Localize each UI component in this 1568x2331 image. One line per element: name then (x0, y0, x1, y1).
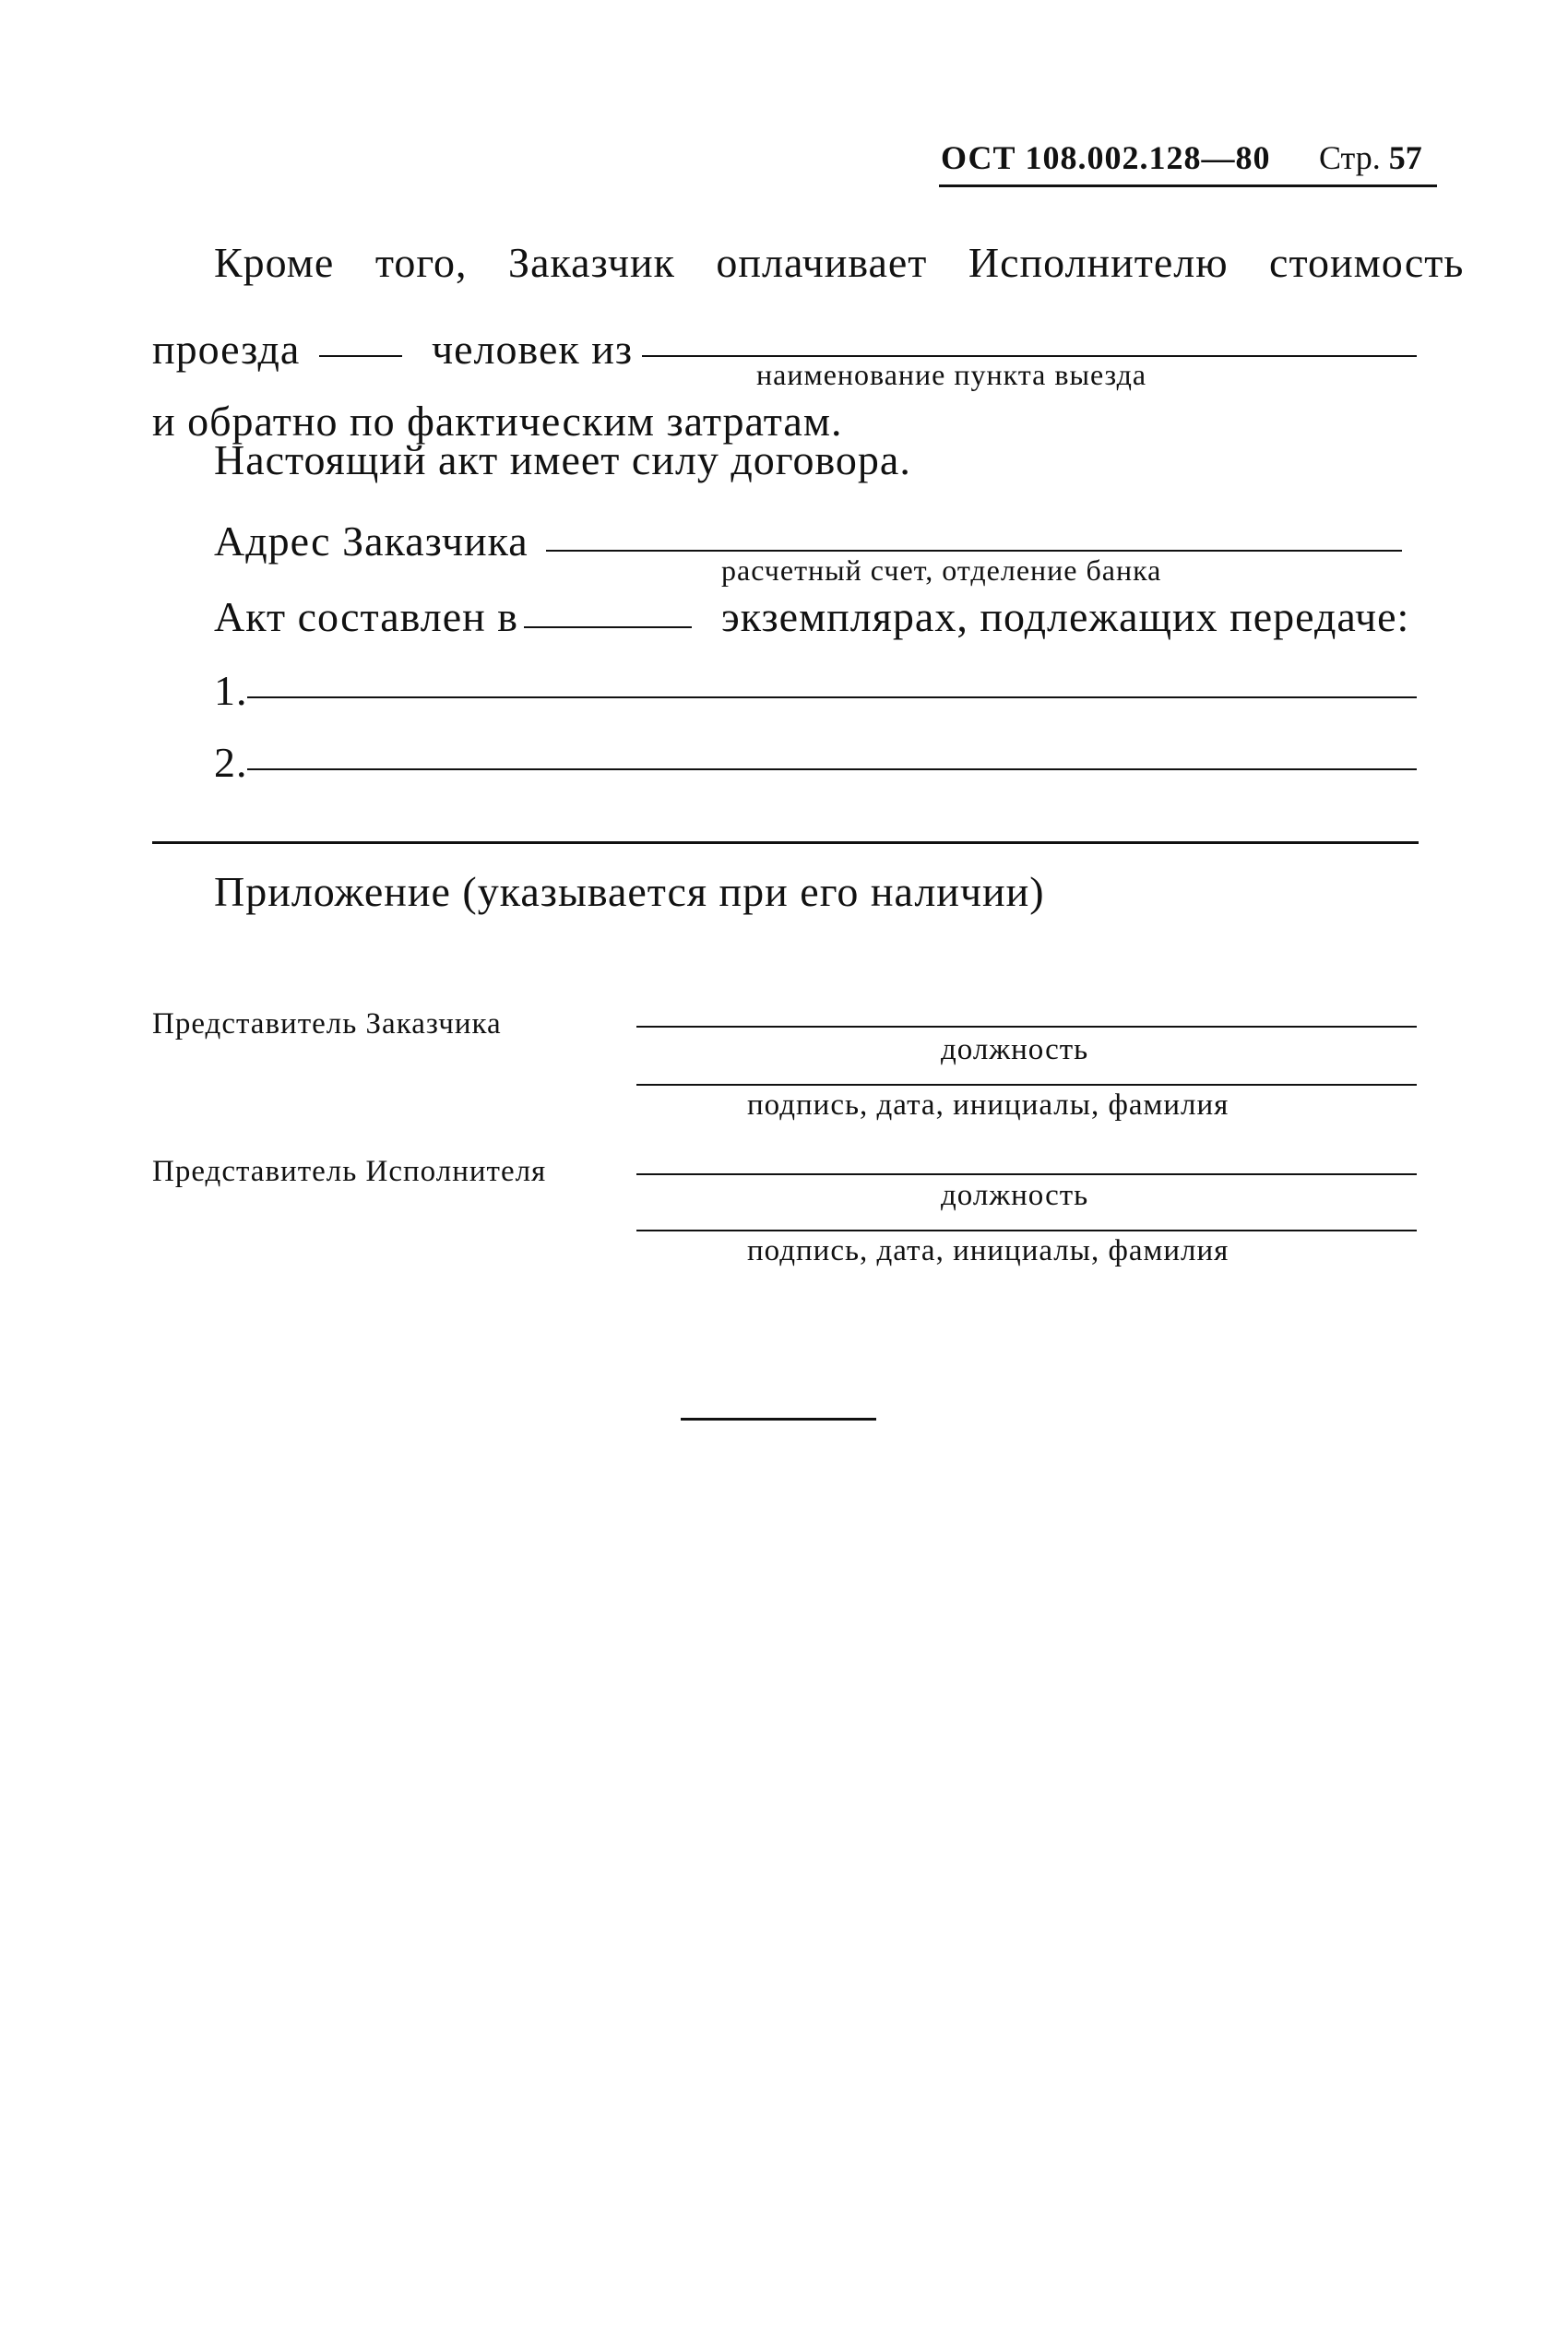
blank-customer-signature[interactable] (636, 1084, 1417, 1086)
blank-recipient-2[interactable] (247, 768, 1417, 770)
blank-contractor-signature[interactable] (636, 1230, 1417, 1231)
item-number-2: 2. (214, 739, 248, 786)
label-customer-representative: Представитель Заказчика (152, 1007, 502, 1041)
caption-customer-position: должность (941, 1033, 1089, 1066)
blank-customer-position[interactable] (636, 1026, 1417, 1028)
label-contractor-representative: Представитель Исполнителя (152, 1155, 547, 1188)
blank-customer-address[interactable] (546, 550, 1402, 552)
paragraph-travel-line3: и обратно по фактическим затратам. (152, 398, 843, 445)
caption-departure-point: наименование пункта выезда (756, 358, 1147, 391)
appendix-note: Приложение (указывается при его наличии) (214, 868, 1045, 915)
blank-copies-count[interactable] (524, 626, 692, 628)
paragraph-travel-line1: Кроме того, Заказчик оплачивает Исполнителю стоимость (214, 239, 1465, 286)
item-number-1: 1. (214, 667, 248, 714)
blank-departure-point[interactable] (642, 355, 1417, 357)
paragraph-contract-force: Настоящий акт имеет силу договора. (214, 436, 911, 483)
text-copies-transfer: экземплярах, подлежащих передаче: (721, 593, 1410, 640)
page-number: 57 (1388, 139, 1422, 176)
caption-customer-signature: подпись, дата, инициалы, фамилия (747, 1088, 1229, 1122)
text-act-drawn-in: Акт составлен в (214, 593, 518, 640)
page-label: Стр. (1319, 139, 1381, 176)
label-customer-address: Адрес Заказчика (214, 517, 529, 565)
page-indicator (1319, 138, 1422, 177)
blank-persons-count[interactable] (319, 355, 402, 357)
section-separator (152, 841, 1419, 844)
end-of-section-mark (681, 1418, 876, 1421)
text-persons-from: человек из (432, 326, 634, 373)
blank-contractor-position[interactable] (636, 1173, 1417, 1175)
text-proezda: проезда (152, 326, 301, 373)
caption-contractor-position: должность (941, 1179, 1089, 1212)
document-code: ОСТ 108.002.128—80 (941, 139, 1271, 176)
caption-contractor-signature: подпись, дата, инициалы, фамилия (747, 1234, 1229, 1267)
header-underline (939, 184, 1437, 187)
caption-account-bank: расчетный счет, отделение банка (721, 553, 1162, 587)
blank-recipient-1[interactable] (247, 696, 1417, 698)
